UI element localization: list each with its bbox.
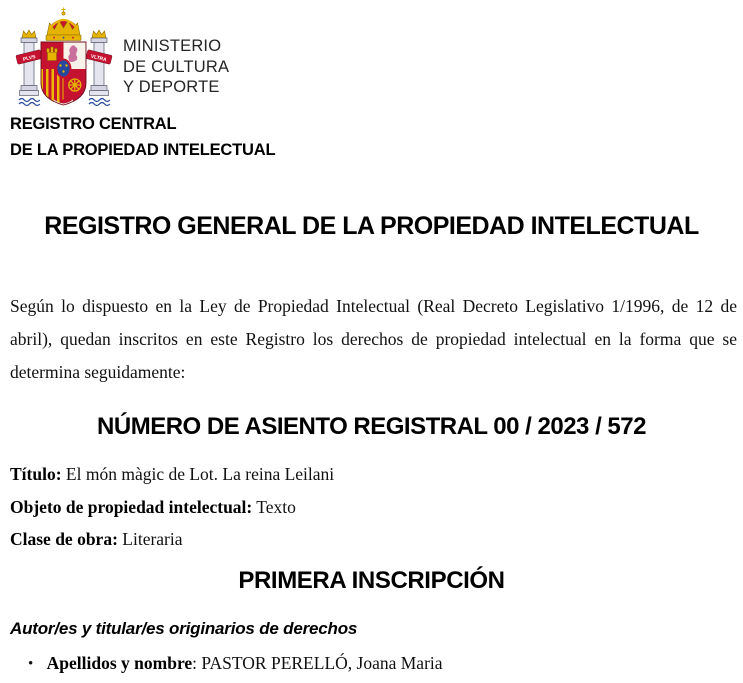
field-objeto-value: Texto	[252, 496, 296, 517]
author-entry-label: Apellidos y nombre	[46, 653, 193, 673]
field-objeto	[10, 491, 334, 524]
castle-quarter-icon	[47, 47, 57, 61]
page-title: REGISTRO GENERAL DE LA PROPIEDAD INTELECTUAL	[44, 212, 699, 240]
field-objeto-label: Objeto de propiedad intelectual:	[10, 496, 253, 517]
field-clase-label: Clase de obra:	[10, 529, 118, 550]
ministry-line-2: DE CULTURA	[123, 57, 230, 76]
spain-coat-of-arms-icon	[8, 5, 120, 111]
registry-office-name	[10, 112, 275, 163]
field-clase-value: Literaria	[117, 529, 183, 550]
svg-text:VLTRA: VLTRA	[90, 53, 108, 64]
ministry-line-1: MINISTERIO	[123, 37, 222, 55]
right-pillar-icon	[89, 30, 110, 106]
author-list	[28, 652, 443, 676]
entry-fields	[10, 458, 334, 556]
author-entry	[28, 652, 443, 676]
shield	[41, 42, 86, 106]
pomegranate-icon	[62, 100, 66, 104]
intro-paragraph: Según lo dispuesto en la Ley de Propiedad Intelectual (Real Decreto Legislativo 1/1996, de 12 de abril), quedan inscritos en este Registro los derechos de propiedad intelectual en la forma que se determina seguidamente:	[10, 296, 737, 382]
first-inscription-heading: PRIMERA INSCRIPCIÓN	[238, 567, 505, 594]
field-titulo-label: Título:	[10, 464, 62, 484]
authors-heading: Autor/es y titular/es originarios de derechos	[10, 619, 358, 638]
entry-number-heading: NÚMERO DE ASIENTO REGISTRAL 00 / 2023 / 572	[97, 413, 646, 440]
field-titulo-value: El món màgic de Lot. La reina Leilani	[61, 464, 335, 484]
registry-office-line-1: REGISTRO CENTRAL	[10, 115, 177, 133]
author-entry-value: : PASTOR PERELLÓ, Joana Maria	[192, 653, 443, 673]
chains-quarter-icon	[69, 79, 81, 91]
registry-office-line-2: DE LA PROPIEDAD INTELECTUAL	[10, 140, 276, 159]
left-pillar-icon	[19, 30, 40, 106]
royal-crown-icon	[46, 8, 81, 41]
svg-text:PLVS: PLVS	[22, 54, 37, 63]
ministry-line-3: Y DEPORTE	[123, 78, 220, 96]
ministry-name	[123, 36, 229, 98]
field-titulo	[10, 458, 334, 491]
field-clase	[10, 523, 334, 556]
